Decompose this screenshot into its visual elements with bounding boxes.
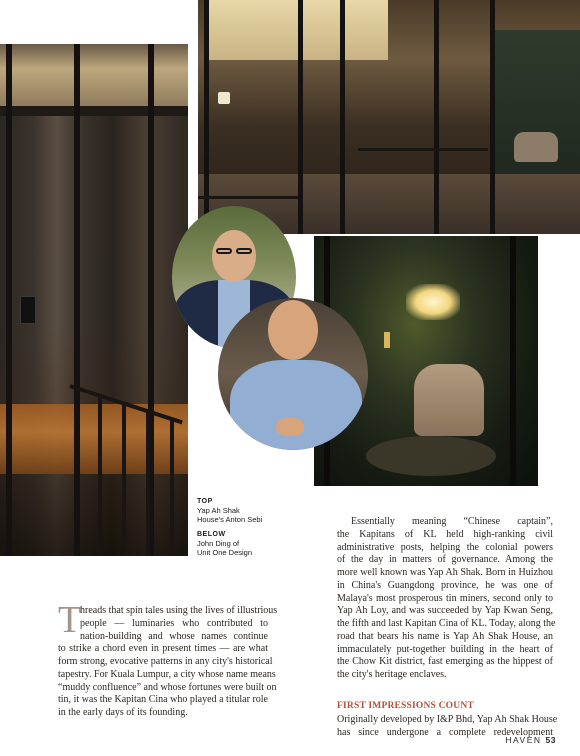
photo-keypad (20, 296, 36, 324)
photo-frame (434, 0, 439, 234)
photo-baluster (122, 402, 126, 556)
photo-post (6, 44, 12, 556)
photo-chandelier (406, 284, 460, 320)
caption-line: House's Anton Sebi (197, 515, 263, 524)
text-line: has since undergone a complete redevelopment (337, 726, 553, 738)
portrait-head (268, 300, 318, 360)
photo-frame (510, 236, 516, 486)
photo-ceiling (0, 44, 188, 106)
photo-rail (198, 196, 298, 199)
caption-label-below: BELOW (197, 531, 226, 538)
text-line: “muddy confluence” and whose fortunes were built on (58, 681, 277, 693)
text-line: tin, it was the Kapitan Cina who played a titular role (58, 694, 268, 706)
caption-line: Yap Ah Shak (197, 506, 240, 515)
text-line: the fifth and last Kapitan Cina of KL. Today, along the (337, 618, 556, 629)
text-line: hreads that spin tales using the lives of illustrious (80, 605, 278, 616)
photo-post (74, 44, 80, 556)
article-column-left (58, 599, 278, 720)
text-line: immaculately put-together building in the heart of (337, 643, 553, 655)
section-subhead: FIRST IMPRESSIONS COUNT (337, 701, 474, 711)
text-line: to strike a chord even in present times — are what (58, 643, 268, 655)
page-number: 53 (545, 735, 556, 745)
photo-baluster (98, 394, 102, 556)
magazine-name: HAVEN (505, 735, 542, 745)
photo-frame (340, 0, 345, 234)
text-line: Originally developed by I&P Bhd, Yap Ah Shak House (337, 714, 558, 725)
photo-pendant-lamp (218, 92, 230, 104)
text-line: in China's Guangdong province, he was one of (337, 579, 553, 591)
photo-sconce (384, 332, 390, 348)
text-line: administrative posts, helping the colonial powers (337, 541, 553, 553)
text-line: in the early days of its founding. (58, 707, 188, 718)
text-line: form strong, evocative patterns in any city's historical (58, 656, 273, 667)
photo-baluster (146, 410, 150, 556)
photo-beam (0, 106, 188, 116)
text-line: the Chow Kit district, fast emerging as the hippest of (337, 656, 553, 668)
text-line: of the day in matters of governance. Among the (337, 554, 553, 566)
text-line: Essentially meaning “Chinese captain”, (351, 516, 553, 527)
photo-baluster (170, 418, 174, 556)
photo-green-wall (490, 30, 580, 190)
drop-cap: T (58, 599, 82, 641)
portrait-hands (276, 418, 304, 436)
text-line: more well known was Yap Ah Shak. Born in Huizhou (337, 567, 553, 578)
portrait-john-ding (218, 298, 368, 450)
text-line: Yap Ah Loy, and was succeeded by Yap Kwan Seng, (337, 605, 553, 617)
glasses-icon (236, 248, 252, 254)
photo-armchair (414, 364, 484, 436)
photo-interior-staircase (0, 44, 188, 556)
glasses-icon (216, 248, 232, 254)
caption-label-top: TOP (197, 498, 213, 505)
text-line: tapestry. For Kuala Lumpur, a city whose name means (58, 668, 276, 680)
text-line: Malaya's most prosperous tin miners, second only to (337, 592, 553, 604)
text-line: the Kapitans of KL held high-ranking civil (337, 528, 553, 540)
photo-rail (358, 148, 488, 151)
caption-top (197, 506, 307, 524)
text-line: people — luminaries who contributed to (80, 617, 268, 629)
photo-lounge-chair (514, 132, 558, 162)
text-line: road that bears his name is Yap Ah Shak House, an (337, 630, 553, 642)
portrait-head (212, 230, 256, 282)
photo-frame (298, 0, 303, 234)
article-column-right (337, 516, 556, 682)
photo-rug (366, 436, 496, 476)
text-line: nation-building and whose names continue (80, 630, 268, 642)
portrait-shirt (230, 360, 362, 450)
text-line: the city's heritage enclaves. (337, 669, 447, 680)
caption-line: Unit One Design (197, 548, 253, 557)
caption-below (197, 539, 307, 557)
photo-glass-office (198, 0, 580, 234)
caption-line: John Ding of (197, 539, 240, 548)
page-folio (505, 735, 556, 745)
photo-frame (490, 0, 495, 234)
